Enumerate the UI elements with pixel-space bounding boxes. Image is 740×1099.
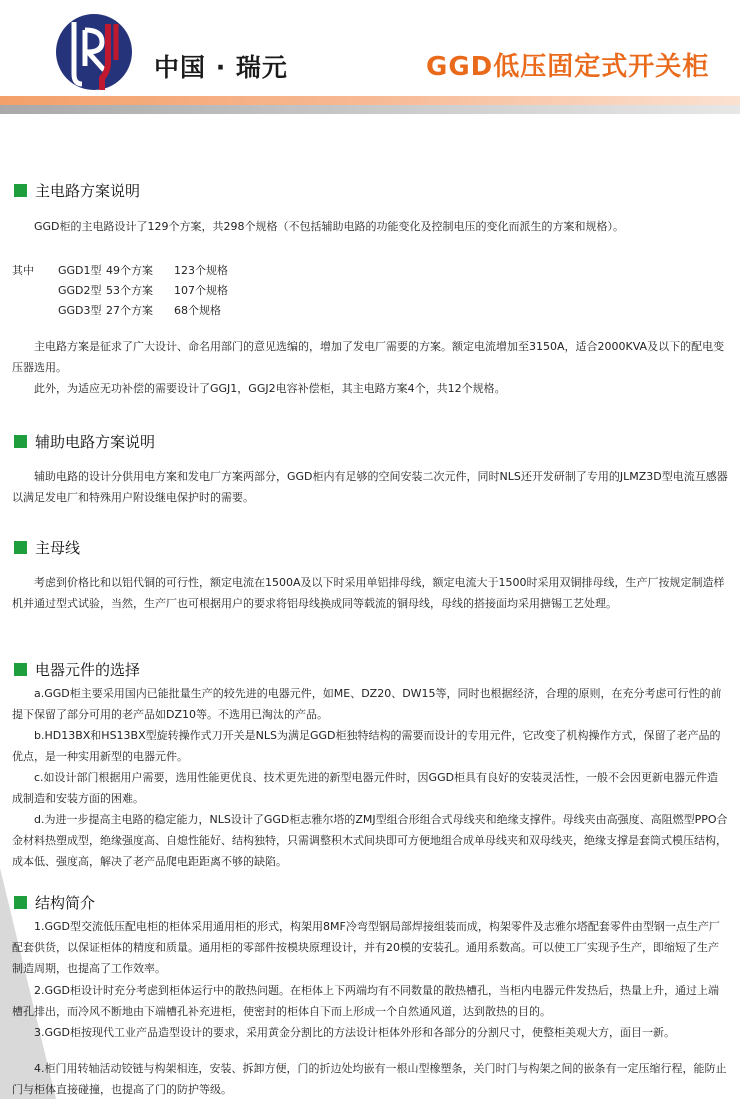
paragraph: a.GGD柜主要采用国内已能批量生产的较先进的电器元件，如ME、DZ20、DW15等，同时也根据经济，合理的原则，在充分考虑可行性的前提下保留了部分可用的老产品如DZ10等。不选用已淘汰的产品。	[12, 687, 722, 721]
section-heading-busbar	[14, 537, 80, 558]
section-title: 主电路方案说明	[35, 182, 141, 200]
paragraph: 主电路方案是征求了广大设计、命名用部门的意见选编的，增加了发电厂需要的方案。额定电流增加至3150A，适合2000KVA及以下的配电变压器选用。	[12, 340, 725, 374]
header-divider	[0, 96, 740, 116]
paragraph: 4.柜门用转轴活动铰链与构架相连，安装、拆卸方便，门的折边处均嵌有一根山型橡塑条，关门时门与构架之间的嵌条有一定压缩行程，能防止门与柜体直接碰撞，也提高了门的防护等级。	[12, 1062, 727, 1096]
brand-name: 中国 · 瑞元	[154, 53, 288, 82]
paragraph: b.HD13BX和HS13BX型旋转操作式刀开关是NLS为满足GGD柜独特结构的需要而设计的专用元件，它改变了机构操作方式，保留了老产品的优点，是一种实用新型的电器元件。	[12, 729, 721, 763]
section-title: 电器元件的选择	[35, 661, 141, 679]
green-square-icon	[14, 896, 27, 909]
orange-divider-bar	[0, 96, 740, 105]
paragraph: 2.GGD柜设计时充分考虑到柜体运行中的散热问题。在柜体上下两端均有不同数量的散热槽孔，当柜内电器元件发热后，热量上升，通过上端槽孔排出，而冷风不断地由下端槽孔补充进柜，使密封的柜体自下而上形成一个自然通风道，达到散热的目的。	[12, 984, 720, 1018]
green-square-icon	[14, 663, 27, 676]
section-title: 主母线	[35, 539, 81, 557]
green-square-icon	[14, 541, 27, 554]
paragraph: 此外，为适应无功补偿的需要设计了GGJ1，GGJ2电容补偿柜，其主电路方案4个，共12个规格。	[34, 382, 506, 395]
table-cell-specs: 107个规格	[174, 284, 228, 297]
table-prefix: 其中	[12, 264, 34, 277]
section-title: 结构简介	[35, 894, 96, 912]
green-square-icon	[14, 184, 27, 197]
table-cell-model: GGD1型	[58, 264, 102, 277]
table-cell-specs: 68个规格	[174, 304, 221, 317]
paragraph: d.为进一步提高主电路的稳定能力，NLS设计了GGD柜志雅尔塔的ZMJ型组合形组合式母线夹和绝缘支撑件。母线夹由高强度、高阻燃型PPO合金材料热塑成型，绝缘强度高、自熄性能好、结构独特，只需调整积木式间块即可方便地组合成单母线夹和双母线夹，绝缘支撑是套筒式模压结构，成本低、强度高，解决了老产品爬电距距离不够的缺陷。	[12, 813, 728, 868]
table-cell-model: GGD3型	[58, 304, 102, 317]
paragraph: 考虑到价格比和以铝代铜的可行性，额定电流在1500A及以下时采用单铝排母线，额定电流大于1500时采用双铜排母线，生产厂按规定制造样机并通过型式试验，当然，生产厂也可根据用户的要求将铝母线换成同等载流的铜母线，母线的搭接面均采用搪锡工艺处理。	[12, 576, 725, 610]
table-cell-model: GGD2型	[58, 284, 102, 297]
paragraph: 3.GGD柜按现代工业产品造型设计的要求，采用黄金分割比的方法设计柜体外形和各部分的分割尺寸，使整柜美观大方，面目一新。	[34, 1026, 676, 1039]
table-cell-specs: 123个规格	[174, 264, 228, 277]
section-heading-main-circuit	[14, 180, 140, 201]
ry-monogram-logo-icon	[54, 12, 134, 92]
paragraph: 1.GGD型交流低压配电柜的柜体采用通用柜的形式，构架用8MF冷弯型钢局部焊接组装而成，构架零件及志雅尔塔配套零件由型钢一点生产厂配套供货，以保证柜体的精度和质量。通用柜的零部件按模块原理设计，并有20模的安装孔。通用系数高。可以使工厂实现予生产，即缩短了生产制造周期，也提高了工作效率。	[12, 920, 720, 975]
section-title: 辅助电路方案说明	[35, 433, 156, 451]
page-header	[0, 0, 740, 110]
paragraph: 辅助电路的设计分供用电方案和发电厂方案两部分，GGD柜内有足够的空间安装二次元件，同时NLS还开发研制了专用的JLMZ3D型电流互感器以满足发电厂和特殊用户附设继电保护时的需要。	[12, 470, 728, 504]
gray-divider-bar	[0, 105, 740, 114]
table-cell-schemes: 53个方案	[106, 284, 153, 297]
table-cell-schemes: 49个方案	[106, 264, 153, 277]
section-heading-aux-circuit	[14, 431, 155, 452]
paragraph: c.如设计部门根据用户需要，选用性能更优良、技术更先进的新型电器元件时，因GGD柜具有良好的安装灵活性，一般不会因更新电器元件造成制造和安装方面的困难。	[12, 771, 719, 805]
section-heading-components	[14, 659, 140, 680]
section-heading-structure	[14, 892, 95, 913]
green-square-icon	[14, 435, 27, 448]
paragraph: GGD柜的主电路设计了129个方案，共298个规格（不包括辅助电路的功能变化及控制电压的变化而派生的方案和规格）。	[34, 220, 625, 233]
table-cell-schemes: 27个方案	[106, 304, 153, 317]
product-title: GGD低压固定式开关柜	[426, 52, 710, 82]
